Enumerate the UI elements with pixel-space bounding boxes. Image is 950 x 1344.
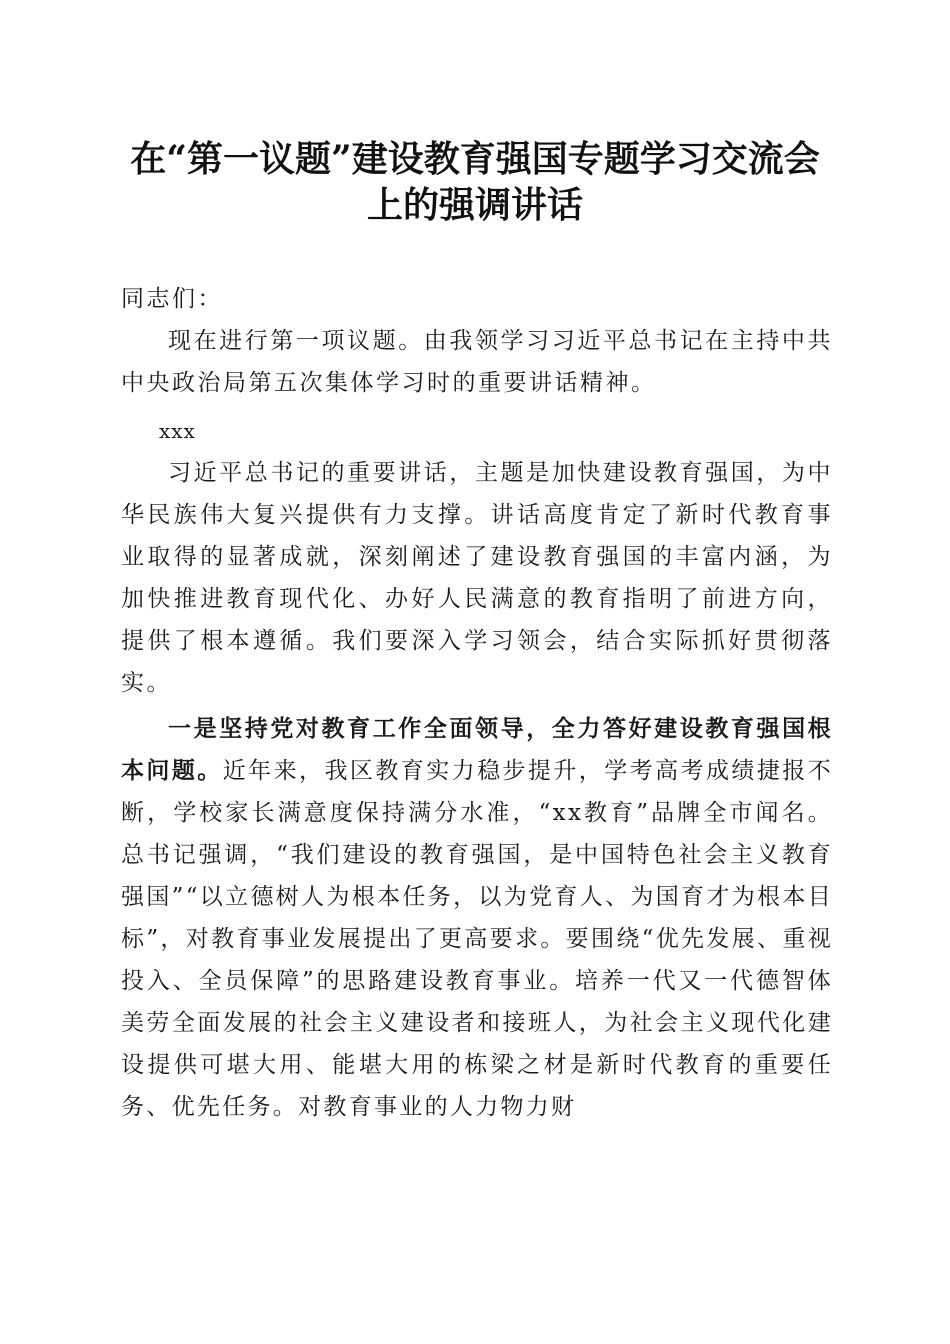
document-body xyxy=(121,278,833,1128)
paragraph-3 xyxy=(121,708,833,1128)
paragraph-2: 习近平总书记的重要讲话，主题是加快建设教育强国，为中华民族伟大复兴提供有力支撑。讲话高度肯定了新时代教育事业取得的显著成就，深刻阐述了建设教育强国的丰富内涵，为加快推进教育现代化、办好人民满意的教育指明了前进方向，提供了根本遵循。我们要深入学习领会，结合实际抓好贯彻落实。 xyxy=(121,460,833,696)
title-line-2: 上的强调讲话 xyxy=(366,184,583,226)
paragraph-3-body: 近年来，我区教育实力稳步提升，学考高考成绩捷报不断，学校家长满意度保持满分水准，“xx教育”品牌全市闻名。总书记强调，“我们建设的教育强国，是中国特色社会主义教育强国”“以立德树人为根本任务，以为党育人、为国育才为根本目标”，对教育事业发展提出了更高要求。要围绕“优先发展、重视投入、全员保障”的思路建设教育事业。培养一代又一代德智体美劳全面发展的社会主义建设者和接班人，为社会主义现代化建设提供可堪大用、能堪大用的栋梁之材是新时代教育的重要任务、优先任务。对教育事业的人力物力财 xyxy=(121,758,833,1120)
document-title xyxy=(0,136,950,228)
title-line-1: 在“第一议题”建设教育强国专题学习交流会 xyxy=(130,138,820,180)
placeholder-text: xxx xyxy=(159,419,196,443)
paragraph-1: 现在进行第一项议题。由我领学习习近平总书记在主持中共中央政治局第五次集体学习时的重要讲话精神。 xyxy=(121,328,833,396)
paragraph-3-heading: 一是坚持党对教育工作全面领导，全力答好建设教育强国根本问题。 xyxy=(121,715,833,784)
greeting: 同志们： xyxy=(121,286,223,312)
